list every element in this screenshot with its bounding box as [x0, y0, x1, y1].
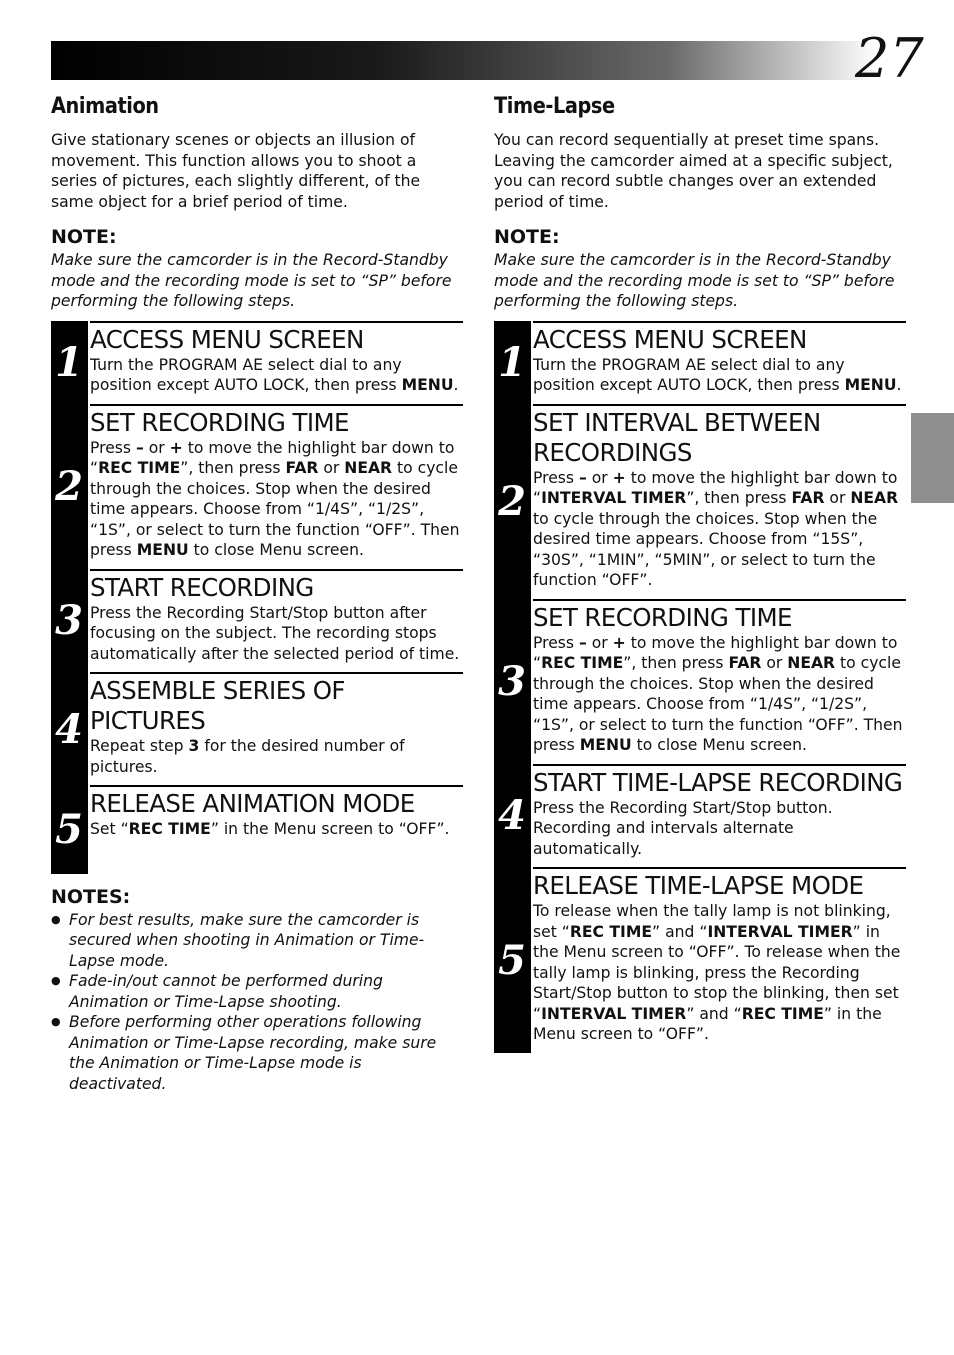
step-text: Press – or + to move the highlight bar down to “REC TIME”, then press FAR or NEAR to cycle through the choices. Stop when the desired time appears. Choose from “1/4S”, “1/2S”, “1S”, or select to turn the function “OFF”. Then press MENU to close Menu screen.	[533, 633, 903, 754]
step-number: 2	[55, 463, 83, 510]
notes-list	[51, 910, 463, 1095]
step-title: SET INTERVAL BETWEEN RECORDINGS	[533, 407, 821, 467]
keyword: NEAR	[344, 459, 393, 477]
step-title: SET RECORDING TIME	[90, 407, 349, 437]
step-number: 1	[498, 339, 526, 386]
step-number: 5	[498, 936, 526, 984]
keyword: +	[169, 438, 183, 457]
step-text: To release when the tally lamp is not blinking, set “REC TIME” and “INTERVAL TIMER” in the Menu screen to “OFF”. To release when the tally lamp is blinking, press the Recording Start/Stop button to stop the blinking, then set “INTERVAL TIMER” and “REC TIME” in the Menu screen to “OFF”.	[533, 902, 901, 1043]
note-text: Make sure the camcorder is in the Record-Standby mode and the recording mode is set to “SP” before performing the following steps.	[494, 251, 895, 310]
keyword: –	[579, 633, 587, 652]
header-gradient-bar	[51, 41, 877, 80]
step-number: 3	[498, 658, 526, 705]
list-item: ● Before performing other operations following Animation or Time-Lapse recording, make sure the Animation or Time-Lapse mode is deactivated.	[51, 1012, 463, 1094]
note-text: Make sure the camcorder is in the Record-Standby mode and the recording mode is set to “SP” before performing the following steps.	[51, 251, 452, 310]
side-thumb-tab	[911, 413, 954, 503]
step	[55, 321, 463, 404]
section-intro: Give stationary scenes or objects an illusion of movement. This function allows you to shoot a series of pictures, each slightly different, of the same object for a brief period of time.	[51, 131, 421, 211]
page-number: 27	[855, 27, 924, 90]
step-title: SET RECORDING TIME	[533, 602, 792, 632]
keyword: MENU	[136, 541, 189, 559]
step	[55, 672, 463, 785]
step	[498, 404, 906, 599]
keyword: REC TIME	[541, 654, 624, 672]
keyword: –	[136, 438, 144, 457]
note-label: NOTE:	[494, 226, 560, 248]
step-text: Turn the PROGRAM AE select dial to any position except AUTO LOCK, then press MENU.	[533, 355, 902, 394]
keyword: MENU	[844, 376, 897, 394]
list-item: ● For best results, make sure the camcorder is secured when shooting in Animation or Time-Lapse mode.	[51, 910, 463, 972]
keyword: FAR	[791, 489, 825, 507]
timelapse-section	[494, 92, 906, 1053]
step-list	[494, 321, 906, 1053]
keyword: INTERVAL TIMER	[707, 922, 853, 941]
step	[55, 785, 463, 874]
step-number: 5	[55, 806, 83, 854]
step	[498, 867, 906, 1053]
keyword: MENU	[401, 376, 454, 394]
keyword: INTERVAL TIMER	[541, 1004, 687, 1023]
step-text: Press – or + to move the highlight bar down to “INTERVAL TIMER”, then press FAR or NEAR to cycle through the choices. Stop when the desired time appears. Choose from “15S”, “30S”, “1MIN”, “5MIN”, or select to turn the function “OFF”.	[533, 468, 899, 589]
step-number: 4	[55, 705, 83, 753]
section-title: Time-Lapse	[494, 94, 615, 119]
step-title: ACCESS MENU SCREEN	[533, 324, 807, 354]
step-number: 2	[498, 478, 526, 525]
step-title: ACCESS MENU SCREEN	[90, 324, 364, 354]
keyword: –	[579, 468, 587, 487]
step-text: Repeat step 3 for the desired number of pictures.	[90, 737, 405, 776]
keyword: FAR	[285, 459, 319, 477]
step	[498, 321, 906, 404]
step	[498, 764, 906, 868]
list-item: ● Fade-in/out cannot be performed during Animation or Time-Lapse shooting.	[51, 971, 463, 1012]
step-title: RELEASE TIME-LAPSE MODE	[533, 871, 864, 900]
keyword: +	[612, 633, 626, 652]
step-title: START TIME-LAPSE RECORDING	[533, 767, 903, 797]
step-number: 1	[55, 339, 83, 386]
step-text: Press the Recording Start/Stop button after focusing on the subject. The recording stops automatically after the selected period of time.	[90, 603, 460, 663]
section-title: Animation	[51, 94, 159, 119]
step	[55, 404, 463, 569]
keyword: REC TIME	[569, 922, 653, 941]
step-title: RELEASE ANIMATION MODE	[90, 789, 415, 818]
keyword: FAR	[728, 654, 762, 672]
step-title: ASSEMBLE SERIES OF PICTURES	[90, 676, 345, 735]
step-text: Press the Recording Start/Stop button. Recording and intervals alternate automatically.	[533, 798, 833, 858]
keyword: NEAR	[787, 654, 836, 672]
keyword: INTERVAL TIMER	[541, 489, 687, 507]
step-list	[51, 321, 463, 874]
animation-section	[51, 92, 463, 1094]
keyword: REC TIME	[128, 820, 211, 838]
step-number: 3	[55, 597, 83, 645]
step-number: 4	[498, 792, 526, 840]
keyword: 3	[188, 737, 200, 755]
step	[55, 569, 463, 673]
step-title: START RECORDING	[90, 572, 314, 602]
step	[498, 599, 906, 764]
keyword: REC TIME	[98, 459, 181, 477]
keyword: MENU	[579, 736, 632, 754]
step-text: Press – or + to move the highlight bar down to “REC TIME”, then press FAR or NEAR to cycle through the choices. Stop when the desired time appears. Choose from “1/4S”, “1/2S”, “1S”, or select to turn the function “OFF”. Then press MENU to close Menu screen.	[90, 438, 460, 559]
notes-label: NOTES:	[51, 885, 131, 908]
keyword: NEAR	[850, 489, 899, 507]
note-label: NOTE:	[51, 226, 117, 248]
keyword: REC TIME	[741, 1004, 824, 1023]
keyword: +	[612, 468, 626, 487]
section-intro: You can record sequentially at preset time spans. Leaving the camcorder aimed at a specific subject, you can record subtle changes over an extended period of time.	[494, 131, 893, 211]
step-text: Turn the PROGRAM AE select dial to any position except AUTO LOCK, then press MENU.	[90, 355, 459, 394]
step-text: Set “REC TIME” in the Menu screen to “OFF”.	[90, 820, 450, 838]
